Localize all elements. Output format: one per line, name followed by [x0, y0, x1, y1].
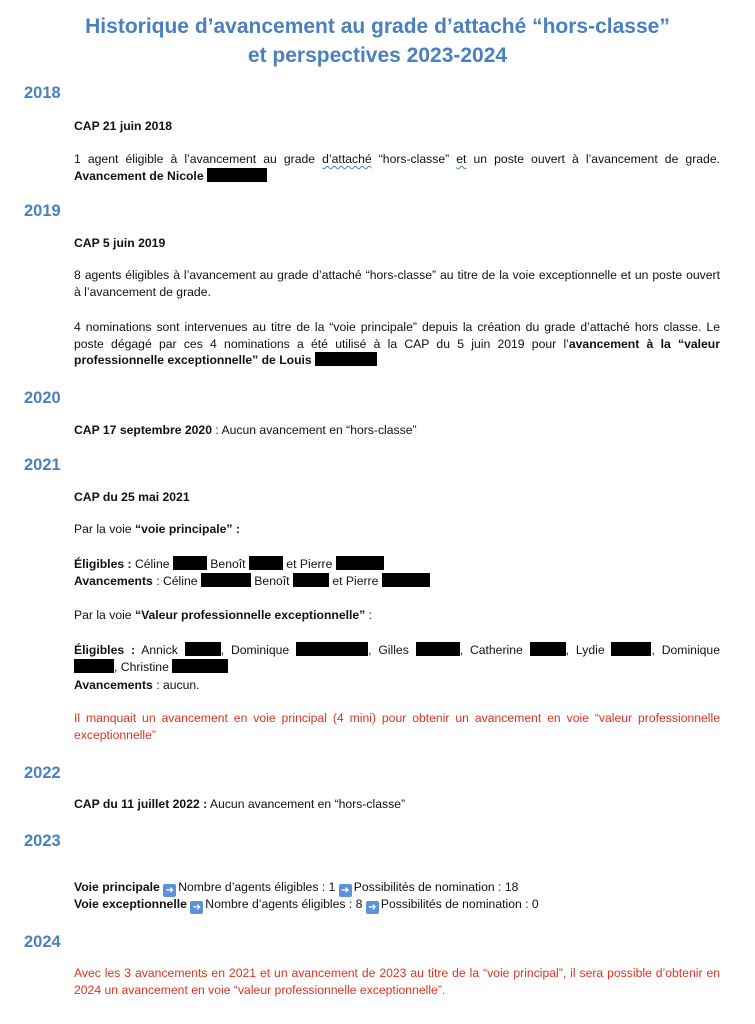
voie-principale-label: Par la voie “voie principale” :	[74, 522, 240, 536]
title-line-2: et perspectives 2023-2024	[247, 44, 508, 67]
year-heading-2018: 2018	[24, 84, 61, 102]
voie-principale-2023: Voie principale ➜ Nombre d’agents éligibles : 1 ➜ Possibilités de nomination : 18	[74, 880, 519, 896]
cap-2019: CAP 5 juin 2019	[74, 236, 166, 250]
cap-2021: CAP du 25 mai 2021	[74, 490, 190, 504]
redaction-bar	[315, 352, 377, 366]
eligibles-voie-principale: Éligibles : Céline Benoît et Pierre	[74, 556, 720, 573]
year-heading-2020: 2020	[24, 389, 61, 407]
paragraph-2018: 1 agent éligible à l’avancement au grade d’attaché “hors-classe” et un poste ouvert à l’avancement de grade. Avancement de Nicole	[74, 152, 720, 183]
year-heading-2022: 2022	[24, 764, 61, 782]
voie-exceptionnelle-2023: Voie exceptionnelle ➜ Nombre d’agents éligibles : 8 ➜ Possibilités de nomination : 0	[74, 897, 539, 913]
cap-2018	[74, 118, 720, 135]
avancements-voie-principale: Avancements : Céline Benoît et Pierre	[74, 573, 720, 590]
year-heading-2019: 2019	[24, 202, 61, 220]
right-arrow-icon: ➜	[339, 884, 352, 897]
avancements-voie-exceptionnelle: Avancements : aucun.	[74, 678, 200, 692]
paragraph-2019-1: 8 agents éligibles à l’avancement au grade d’attaché “hors-classe” au titre de la voie exceptionnelle et un poste ouvert à l’avancement de grade.	[74, 268, 720, 299]
cap-2018-title: CAP 21 juin 2018	[74, 119, 172, 133]
cap-2020: CAP 17 septembre 2020 : Aucun avancement en “hors-classe”	[74, 423, 417, 437]
paragraph-2019-2: 4 nominations sont intervenues au titre de la “voie principale” depuis la création du grade d’attaché hors classe. Le poste dégagé par ces 4 nominations a été utilisé à la CAP du 5 juin 2019 pour l’avancement à la “valeur professionnelle exceptionnelle” de Louis	[74, 320, 720, 367]
note-2024: Avec les 3 avancements en 2021 et un avancement de 2023 au titre de la “voie principal”, il sera possible d’obtenir en 2024 un avancement en voie “valeur professionnelle exceptionnelle”.	[74, 966, 720, 997]
page-title	[0, 12, 755, 70]
year-heading-2024: 2024	[24, 933, 61, 951]
year-heading-2021: 2021	[24, 456, 61, 474]
note-2021: Il manquait un avancement en voie principal (4 mini) pour obtenir un avancement en voie “valeur professionnelle exceptionnelle”	[74, 711, 720, 742]
cap-2022: CAP du 11 juillet 2022 : Aucun avancement en “hors-classe”	[74, 797, 406, 811]
redaction-bar	[207, 168, 267, 182]
right-arrow-icon: ➜	[163, 884, 176, 897]
year-heading-2023: 2023	[24, 832, 61, 850]
title-line-1: Historique d’avancement au grade d’attaché “hors-classe”	[85, 15, 670, 38]
eligibles-voie-exceptionnelle: Éligibles : Annick , Dominique , Gilles , Catherine , Lydie , Dominique , Christine	[74, 643, 720, 674]
right-arrow-icon: ➜	[190, 901, 203, 914]
right-arrow-icon: ➜	[366, 901, 379, 914]
voie-exceptionnelle-label: Par la voie “Valeur professionnelle exceptionnelle” :	[74, 608, 373, 622]
